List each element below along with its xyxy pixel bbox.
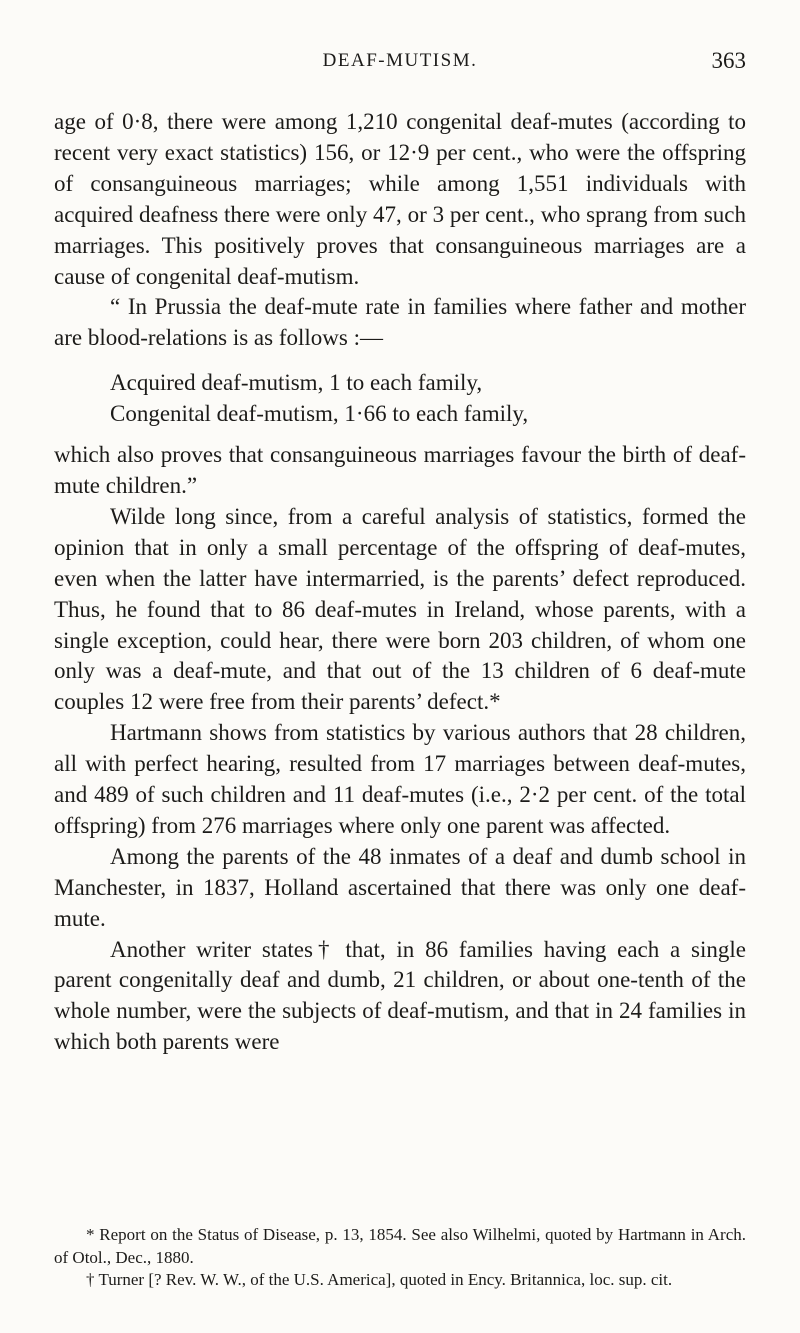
- paragraph-1: age of 0·8, there were among 1,210 congenital deaf-mutes (according to recent very exact statistics) 156, or 12·9 per cent., who were the offspring of consanguineous marriages; while among 1,551 individuals with acquired deafness there were only 47, or 3 per cent., who sprang from such marriages. This positively proves that consanguineous marriages are a cause of congenital deaf-mutism.: [54, 109, 746, 289]
- paragraph-4: Wilde long since, from a careful analysis of statistics, formed the opinion that in only a small percentage of the offspring of deaf-mutes, even when the latter have intermarried, is the parents’ defect reproduced. Thus, he found that to 86 deaf-mutes in Ireland, whose parents, with a single exception, could hear, there were born 203 children, of whom one only was a deaf-mute, and that out of the 13 children of 6 deaf-mute couples 12 were free from their parents’ defect.*: [54, 503, 746, 715]
- body-text: [54, 107, 746, 1058]
- footnote-1: * Report on the Status of Disease, p. 13, 1854. See also Wilhelmi, quoted by Hartmann in Arch. of Otol., Dec., 1880.: [54, 1225, 746, 1267]
- block-line-congenital: Congenital deaf-mutism, 1·66 to each family,: [110, 401, 529, 427]
- page-number: 363: [711, 48, 746, 73]
- quoted-statistics-block: [54, 368, 746, 430]
- paragraph-6: Among the parents of the 48 inmates of a deaf and dumb school in Manchester, in 1837, Holland ascertained that there was only one deaf-mute.: [54, 843, 746, 931]
- paragraph-7: Another writer states† that, in 86 families having each a single parent congenitally deaf and dumb, 21 children, or about one-tenth of the whole number, were the subjects of deaf-mutism, and that in 24 families in which both parents were: [54, 936, 746, 1055]
- running-title: DEAF-MUTISM.: [322, 50, 478, 71]
- footnotes: [54, 1224, 746, 1292]
- running-head: [54, 48, 746, 78]
- footnote-2: † Turner [? Rev. W. W., of the U.S. America], quoted in Ency. Britannica, loc. sup. cit.: [86, 1270, 673, 1289]
- paragraph-5: Hartmann shows from statistics by various authors that 28 children, all with perfect hearing, resulted from 17 marriages between deaf-mutes, and 489 of such children and 11 deaf-mutes (i.e., 2·2 per cent. of the total offspring) from 276 marriages where only one parent was affected.: [54, 720, 746, 838]
- block-line-acquired: Acquired deaf-mutism, 1 to each family,: [110, 370, 483, 396]
- paragraph-3: which also proves that consanguineous marriages favour the birth of deaf-mute children.”: [54, 442, 746, 498]
- paragraph-2: “ In Prussia the deaf-mute rate in families where father and mother are blood-relations is as follows :—: [54, 294, 746, 351]
